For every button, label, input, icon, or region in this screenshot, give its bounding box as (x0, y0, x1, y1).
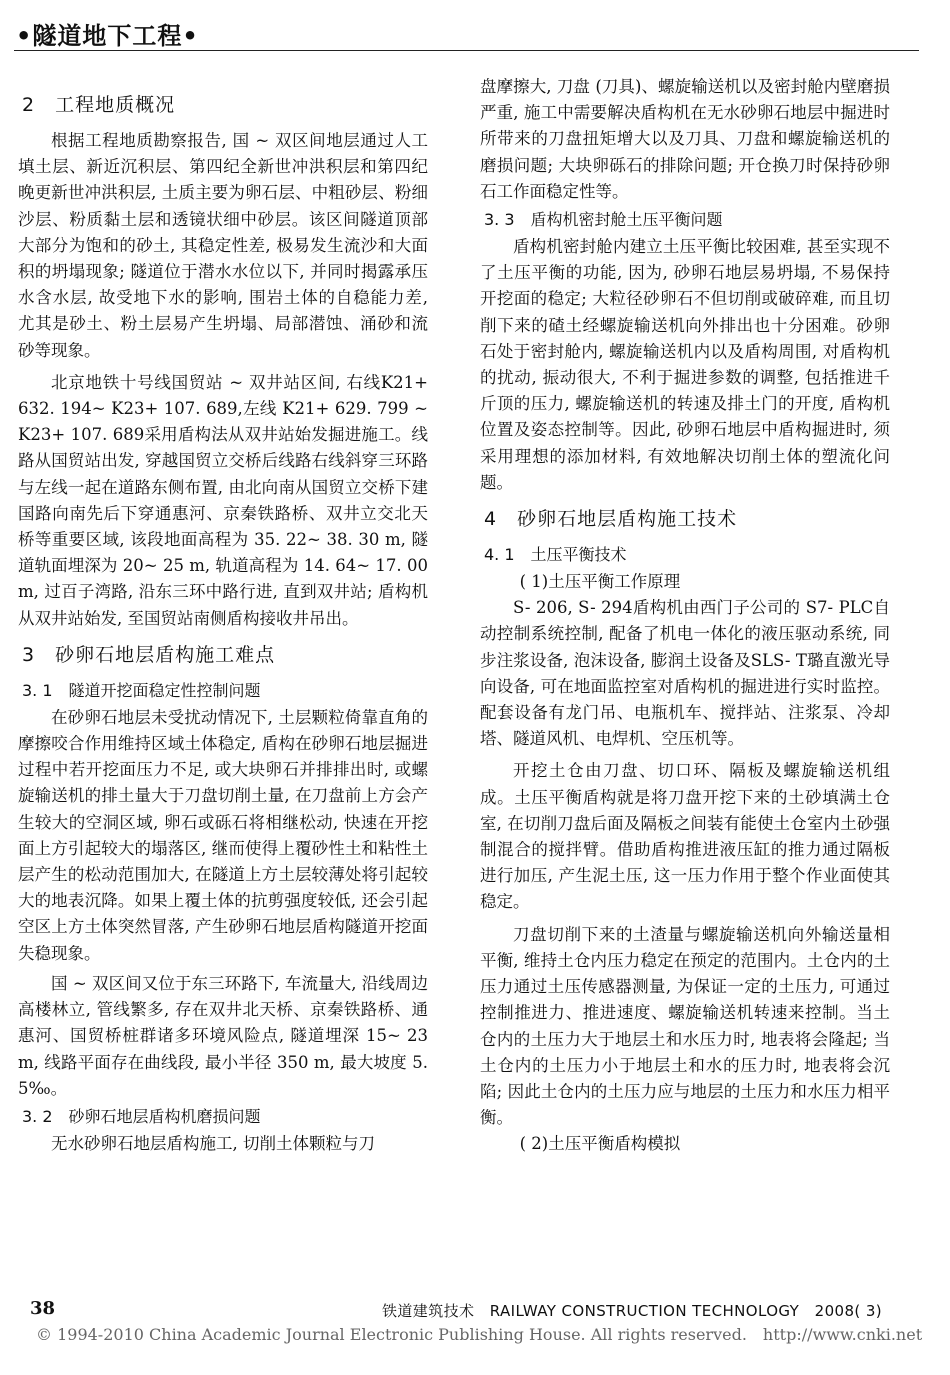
section-3-2-title: 3. 2 砂卵石地层盾构机磨损问题 (22, 1106, 261, 1126)
section-4-1-paragraph-2: 开挖土仓由刀盘、切口环、隔板及螺旋输送机组成。土压平衡盾构就是将刀盘开挖下来的土砂填满土仓室, 在切削刀盘后面及隔板之间装有能使土仓室内土砂强制混合的搅拌臂。借助盾构推进液压缸的推力通过隔板进行加压, 产生泥土压, 这一压力作用于整个作业面使其稳定。 (480, 761, 890, 912)
copyright-notice: © 1994-2010 China Academic Journal Electronic Publishing House. All rights reserved. http://www.cnki.net (36, 1325, 923, 1344)
section-3-1-title: 3. 1 隧道开挖面稳定性控制问题 (22, 680, 261, 700)
section-3-3-title: 3. 3 盾构机密封舱土压平衡问题 (484, 210, 723, 230)
section-2-title: 2 工程地质概况 (22, 94, 176, 116)
journal-name: 铁道建筑技术 RAILWAY CONSTRUCTION TECHNOLOGY 2008( 3) (382, 1302, 883, 1320)
section-4-1-subheading-1: ( 1)土压平衡工作原理 (519, 572, 681, 592)
section-4-title: 4 砂卵石地层盾构施工技术 (484, 508, 738, 531)
section-3-2-paragraph-1: 无水砂卵石地层盾构施工, 切削土体颗粒与刀 (51, 1133, 375, 1153)
right-column (480, 74, 890, 1158)
left-column (18, 86, 428, 1157)
section-3-1-paragraph-1: 在砂卵石地层未受扰动情况下, 土层颗粒倚靠直角的摩擦咬合作用维持区域土体稳定, 盾构在砂卵石地层掘进过程中若开挖面压力不足, 或大块卵石并排排出时, 或螺旋输送机的排土量大于刀盘切削土量, 在刀盘前上方会产生较大的空洞区域, 卵石或砾石将相继松动, 快速在开挖面上方引起较大的塌落区, 继而使得上覆砂性土和粘性土层产生的松动范围加大, 在隧道上方土层较薄处将引起较大的地表沉降。如果上覆土体的抗剪强度较低, 还会引起空区上方土体突然冒落, 产生砂卵石地层盾构隧道开挖面失稳现象。 (18, 707, 428, 963)
section-4-1-title: 4. 1 土压平衡技术 (484, 545, 627, 565)
page-number: 38 (30, 1298, 56, 1319)
section-2-paragraph-1: 根据工程地质勘察报告, 国 ~ 双区间地层通过人工填土层、新近沉积层、第四纪全新世冲洪积层和第四纪晚更新世冲洪积层, 土质主要为卵石层、中粗砂层、粉细沙层、粉质黏土层和透镜状细中砂层。该区间隧道顶部大部分为饱和的砂土, 其稳定性差, 极易发生流沙和大面积的坍塌现象; 隧道位于潜水水位以下, 并同时揭露承压水含水层, 故受地下水的影响, 围岩土体的自稳能力差, 尤其是砂土、粉土层易产生坍塌、局部潜蚀、涌砂和流砂等现象。 (18, 131, 428, 360)
section-4-1-paragraph-3: 刀盘切削下来的土渣量与螺旋输送机向外输送量相平衡, 维持土仓内压力稳定在预定的范围内。土仓内的土压力通过土压传感器测量, 为保证一定的土压力, 可通过控制推进力、推进速度、螺旋输送机转速来控制。当土仓内的土压力大于地层土和水压力时, 地表将会隆起; 当土仓内的土压力小于地层土和水的压力时, 地表将会沉陷; 因此土仓内的土压力应与地层的土压力和水压力相平衡。 (480, 924, 890, 1128)
section-3-3-paragraph-1: 盾构机密封舱内建立土压平衡比较困难, 甚至实现不了土压平衡的功能, 因为, 砂卵石地层易坍塌, 不易保持开挖面的稳定; 大粒径砂卵石不但切削或破碎难, 而且切削下来的碴土经螺旋输送机向外排出也十分困难。砂卵石处于密封舱内, 螺旋输送机内以及盾构周围, 对盾构机的扰动, 振动很大, 不利于掘进参数的调整, 包括推进千斤顶的压力, 螺旋输送机的转速及排土门的开度, 盾构机位置及姿态控制等。因此, 砂卵石地层中盾构掘进时, 须采用理想的添加材料, 有效地解决切削土体的塑流化问题。 (480, 237, 890, 492)
section-3-1-paragraph-2: 国 ~ 双区间又位于东三环路下, 车流量大, 沿线周边高楼林立, 管线繁多, 存在双井北天桥、京秦铁路桥、通惠河、国贸桥桩群诸多环境风险点, 隧道埋深 15~ 23 m, 线路平面存在曲线段, 最小半径 350 m, 最大坡度 5. 5‰。 (18, 973, 428, 1098)
header-title: •隧道地下工程• (16, 22, 199, 50)
running-header (14, 14, 919, 51)
section-2-paragraph-2: 北京地铁十号线国贸站 ~ 双井站区间, 右线K21+ 632. 194~ K23+ 107. 689,左线 K21+ 629. 799 ~ K23+ 107. 689采用盾构法从双井站始发掘进施工。线路从国贸站出发, 穿越国贸立交桥后线路右线斜穿三环路与左线一起在道路东侧布置, 由北向南从国贸立交桥下建国路向南先后下穿通惠河、京秦铁路桥、双井立交北天桥等重要区域, 该段地面高程为 35. 22~ 38. 30 m, 隧道轨面埋深为 20~ 25 m, 轨道高程为 14. 64~ 17. 00 m, 过百子湾路, 沿东三环中路行进, 直到双井站; 盾构机从双井站始发, 至国贸站南侧盾构接收井吊出。 (18, 372, 428, 628)
page-footer (30, 1298, 920, 1324)
section-3-title: 3 砂卵石地层盾构施工难点 (22, 643, 276, 666)
section-4-1-paragraph-1: S- 206, S- 294盾构机由西门子公司的 S7- PLC自动控制系统控制, 配备了机电一体化的液压驱动系统, 同步注浆设备, 泡沫设备, 膨润土设备及SLS- T璐直激光导向设备, 可在地面监控室对盾构机的掘进进行实时监控。配套设备有龙门吊、电瓶机车、搅拌站、注浆泵、冷却塔、隧道风机、电焊机、空压机等。 (480, 598, 890, 749)
section-3-2-continued: 盘摩擦大, 刀盘 (刀具)、螺旋输送机以及密封舱内壁磨损严重, 施工中需要解决盾构机在无水砂卵石地层中掘进时所带来的刀盘扭矩增大以及刀具、刀盘和螺旋输送机的磨损问题; 大块卵砾石的排除问题; 开仓换刀时保持砂卵石工作面稳定性等。 (480, 77, 890, 201)
section-4-1-subheading-2: ( 2)土压平衡盾构模拟 (519, 1134, 681, 1154)
